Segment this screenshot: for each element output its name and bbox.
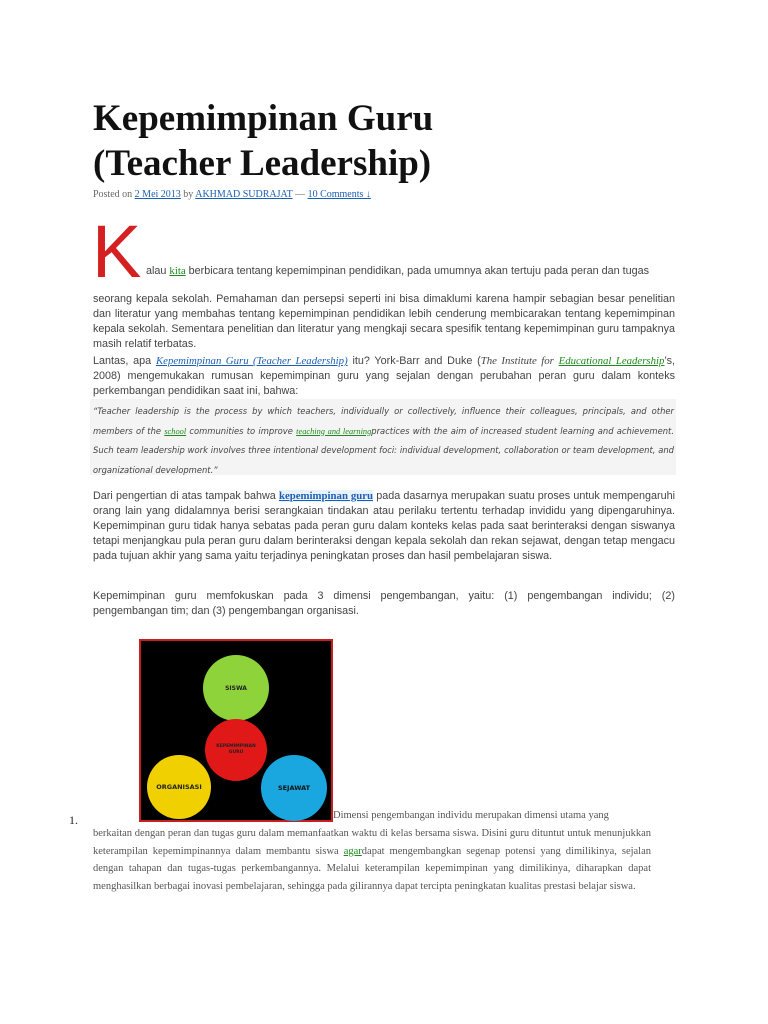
sejawat-circle xyxy=(261,755,327,821)
educational-leadership-link[interactable]: Educational Leadership xyxy=(558,355,665,367)
list-item-body xyxy=(93,825,651,895)
kepemimpinan-guru-link[interactable]: kepemimpinan guru xyxy=(278,490,374,502)
kita-link[interactable]: kita xyxy=(169,265,186,277)
organisasi-label: ORGANISASI xyxy=(156,783,202,791)
title-line-1: Kepemimpinan Guru xyxy=(93,98,434,139)
intro-text-b: berbicara tentang kepemimpinan pendidikan, pada umumnya akan tertuju pada peran dan tugas xyxy=(188,265,650,277)
p2-institute: The Institute for xyxy=(480,355,554,367)
list-item-number: 1. xyxy=(69,813,78,827)
analysis-paragraph xyxy=(93,489,675,564)
intro-paragraph: seorang kepala sekolah. Pemahaman dan persepsi seperti ini bisa dimaklumi karena hampir sebagian besar penelitian dan literatur yang membahas tentang kepemimpinan pendidikan lebih cenderung membicarakan tentang kepemimpinan kepala sekolah. Sementara penelitian dan literatur yang mengkaji secara spesifik tentang kepemimpinan guru tampaknya masih relatif terbatas. xyxy=(93,293,675,350)
meta-dash: — xyxy=(295,189,306,200)
agar-link[interactable]: agar xyxy=(343,845,362,857)
page-title xyxy=(93,96,693,186)
center-label xyxy=(216,744,256,756)
definition-quote xyxy=(93,402,674,480)
p2-text-c: ’s, 2008) mengemukakan rumusan kepemimpinan guru yang sejalan dengan perubahan peran guru dalam konteks perkembangan pendidikan saat ini, bahwa: xyxy=(93,355,676,397)
quote-text-a: “Teacher leadership is the process by which teachers, individually or collectively, influence their colleagues, principals, and other members of the xyxy=(93,406,674,436)
quote-text-c: practices with the aim of increased student learning and achievement. Such team leadership work involves three intentional development foci: individual development, collaboration or team development, and organizational development.” xyxy=(93,425,674,475)
by-label: by xyxy=(183,189,194,200)
quote-text-b: communities to improve xyxy=(189,425,293,436)
comments-link[interactable]: 10 Comments ↓ xyxy=(307,189,371,200)
dimensions-diagram xyxy=(139,639,333,822)
post-meta xyxy=(93,189,371,200)
teacher-leadership-link[interactable]: Kepemimpinan Guru (Teacher Leadership) xyxy=(155,355,348,367)
intro-text-a: alau xyxy=(146,265,167,277)
list-text-b: dapat mengembangkan segenap potensi yang dimilikinya, sejalan dengan tahapan dan tugas-tugas perkembangannya. Melalui keterampilan kepemimpinan yang dimilikinya, diharapkan dapat menghasilkan berbagai inovasi pembelajaran, sehingga pada gilirannya dapat tercipta peningkatan kualitas prestasi belajar siswa. xyxy=(93,845,652,892)
list-text-a: berkaitan dengan peran dan tugas guru dalam memanfaatkan waktu di kelas bersama siswa. Disini guru dituntut untuk menunjukkan keterampilan kepemimpinannya dalam membantu siswa xyxy=(93,828,651,857)
kepemimpinan-guru-circle xyxy=(205,719,267,781)
sejawat-label: SEJAWAT xyxy=(277,784,311,792)
p2-text-a: Lantas, apa xyxy=(93,355,152,367)
definition-paragraph xyxy=(93,354,675,399)
p3-text-a: Dari pengertian di atas tampak bahwa xyxy=(93,490,276,502)
center-label-line-2: GURU xyxy=(228,750,244,755)
posted-on-label: Posted on xyxy=(93,189,133,200)
p2-text-b: itu? York-Barr and Duke ( xyxy=(352,355,481,367)
teaching-learning-link[interactable]: teaching and learning xyxy=(296,426,372,436)
author-link[interactable]: AKHMAD SUDRAJAT xyxy=(195,189,293,200)
post-date-link[interactable]: 2 Mei 2013 xyxy=(134,189,181,200)
intro-first-line xyxy=(146,265,675,277)
title-line-2: (Teacher Leadership) xyxy=(93,143,432,184)
siswa-label: SISWA xyxy=(225,684,247,692)
p3-text-b: pada dasarnya merupakan suatu proses untuk mempengaruhi orang lain yang didalamnya berisi serangkaian tindakan atau perilaku tertentu terhadap invididu yang dipengaruhinya. Kepemimpinan guru tidak hanya sebatas pada peran guru dalam konteks kelas pada saat berinteraksi dengan siswanya tetapi menjangkau pula peran guru dalam berinteraksi dengan kepala sekolah dan rekan sejawat, dengan tetap mengacu pada tujuan akhir yang sama yaitu terjadinya peningkatan proses dan hasil pembelajaran siswa. xyxy=(93,490,676,562)
organisasi-circle xyxy=(147,755,211,819)
list-item-first-line: Dimensi pengembangan individu merupakan dimensi utama yang xyxy=(333,810,609,821)
siswa-circle xyxy=(203,655,269,721)
school-link[interactable]: school xyxy=(164,426,187,436)
dimensions-paragraph: Kepemimpinan guru memfokuskan pada 3 dimensi pengembangan, yaitu: (1) pengembangan individu; (2) pengembangan tim; dan (3) pengembangan organisasi. xyxy=(93,590,675,617)
center-label-line-1: KEPEMIMPINAN xyxy=(216,744,256,749)
drop-cap: K xyxy=(92,210,142,293)
